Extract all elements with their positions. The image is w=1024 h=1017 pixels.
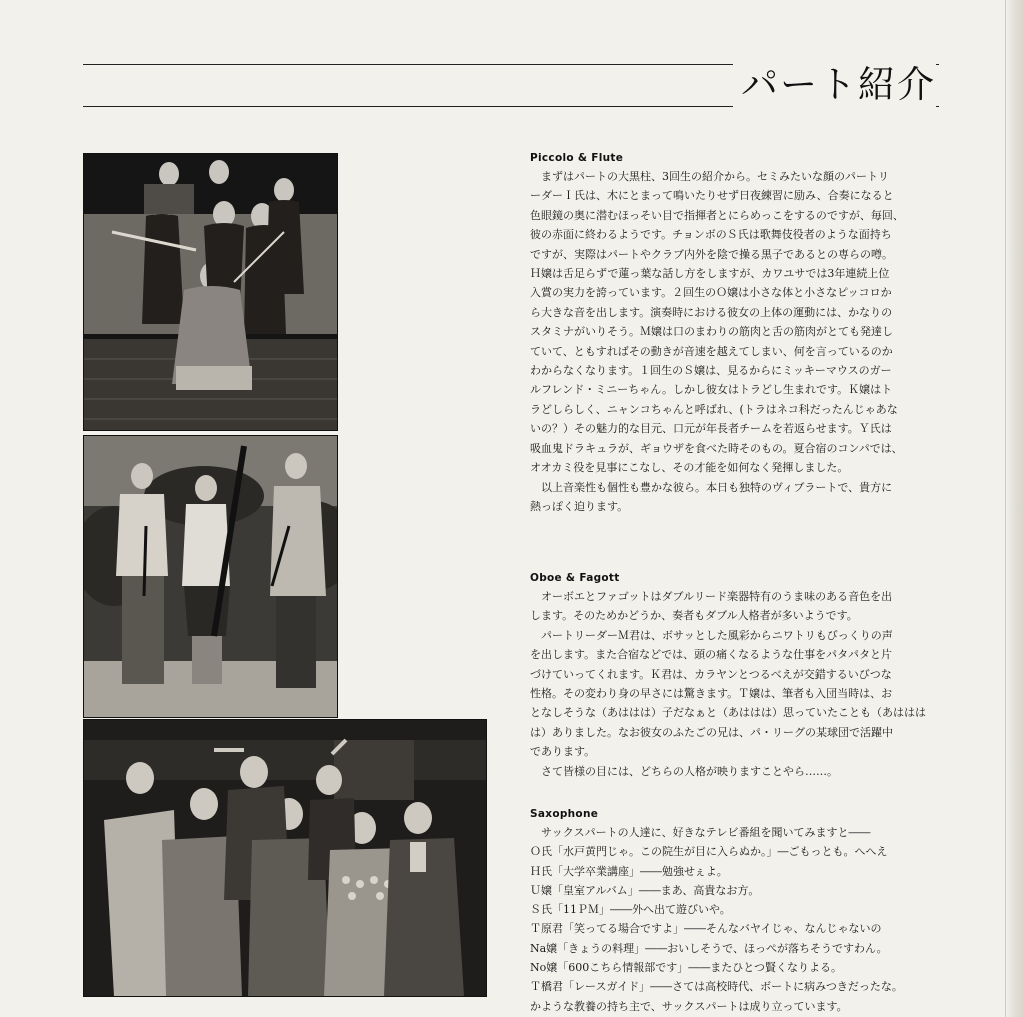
section-piccolo-flute xyxy=(530,152,950,516)
section-heading-oboe-fagott: Oboe & Fagott xyxy=(530,572,620,584)
section-body-piccolo-flute: まずはパートの大黒柱、3回生の紹介から。セミみたいな顔のパートリ ーダーＩ氏は、木にとまって鳴いたりせず日夜練習に励み、合奏になると 色眼鏡の奥に潜むほっそい目で指揮者とにらめっこをするのですが、毎回、 彼の赤面に終わるようです。チョンボのＳ氏は歌舞伎役者のような面持ち ですが、実際はパートやクラブ内外を陰で操る黒子であるとの専らの噂。 Ｈ嬢は舌足らずで蓮っ葉な話し方をしますが、カワユサでは3年連続上位 入賞の実力を誇っています。２回生のＯ嬢は小さな体と小さなピッコロか ら大きな音を出します。演奏時における彼女の上体の運動には、かなりの スタミナがいりそう。Ｍ嬢は口のまわりの筋肉と舌の筋肉がとても発達し ていて、ともすればその動きが音速を越えてしまい、何を言っているのか わからなくなります。１回生のＳ嬢は、見るからにミッキーマウスのガー ルフレンド・ミニーちゃん。しかし彼女はトラどし生まれです。Ｋ嬢はト ラどしらしく、ニャンコちゃんと呼ばれ、(トラはネコ科だったんじゃあな いの？）その魅力的な目元、口元が年長者チームを若返らせます。Ｙ氏は 吸血鬼ドラキュラが、ギョウザを食べた時そのもの。夏合宿のコンパでは、 オオカミ役を見事にこなし、その才能を如何なく発揮しました。 以上音楽性も個性も豊かな彼ら。本日も独特のヴィブラートで、貴方に 熱っぽく迫ります。 xyxy=(530,170,904,513)
photo-piccolo-flute-group xyxy=(83,153,338,431)
page-title: パート紹介 xyxy=(733,63,936,107)
section-saxophone xyxy=(530,808,950,1016)
section-body-oboe-fagott: オーボエとファゴットはダブルリード楽器特有のうま味のある音色を出 します。そのためかどうか、奏者もダブル人格者が多いようです。 パートリーダーＭ君は、ボサッとした風彩からニワトリもびっくりの声 を出します。また合宿などでは、頭の痛くなるような仕事をパタパタと片 づけていってくれます。Ｋ君は、カラヤンとつるべえが交錯するいびつな 性格。その変わり身の早さには驚きます。Ｔ嬢は、筆者も入団当時は、お となしそうな（あははは）子だなぁと（あははは）思っていたことも（あははは は）ありました。なお彼女のふたごの兄は、パ・リーグの某球団で活躍中 であります。 さて皆様の目には、どちらの人格が映りますことやら……。 xyxy=(530,590,926,778)
section-oboe-fagott xyxy=(530,572,950,781)
photo-piccolo-flute-image xyxy=(84,154,337,430)
page-edge xyxy=(1005,0,1024,1017)
section-heading-piccolo-flute: Piccolo & Flute xyxy=(530,152,624,164)
photo-saxophone-image xyxy=(84,720,486,996)
photo-saxophone-group xyxy=(83,719,487,997)
section-heading-saxophone: Saxophone xyxy=(530,808,599,820)
photo-oboe-fagott-trio xyxy=(83,435,338,718)
section-body-saxophone: サックスパートの人達に、好きなテレビ番組を聞いてみますと―― Ｏ氏「水戸黄門じゃ。この院生が目に入らぬか。」―ごもっとも。へへえ Ｈ氏「大学卒業講座」――勉強せぇよ。 Ｕ嬢「皇室アルバム」――まあ、高貴なお方。 Ｓ氏「11ＰＭ」――外へ出て遊びいや。 Ｔ原君「笑ってる場合ですよ」――そんなバヤイじゃ、なんじゃないの Na嬢「きょうの料理」――おいしそうで、ほっぺが落ちそうですわん。 No嬢「600こちら情報部です」――またひとつ賢くなりよる。 Ｔ橋君「レースガイド」――さては高校時代、ボートに病みつきだったな。 かような教養の持ち主で、サックスパートは成り立っています。 xyxy=(530,826,903,1013)
photo-oboe-fagott-image xyxy=(84,436,337,717)
